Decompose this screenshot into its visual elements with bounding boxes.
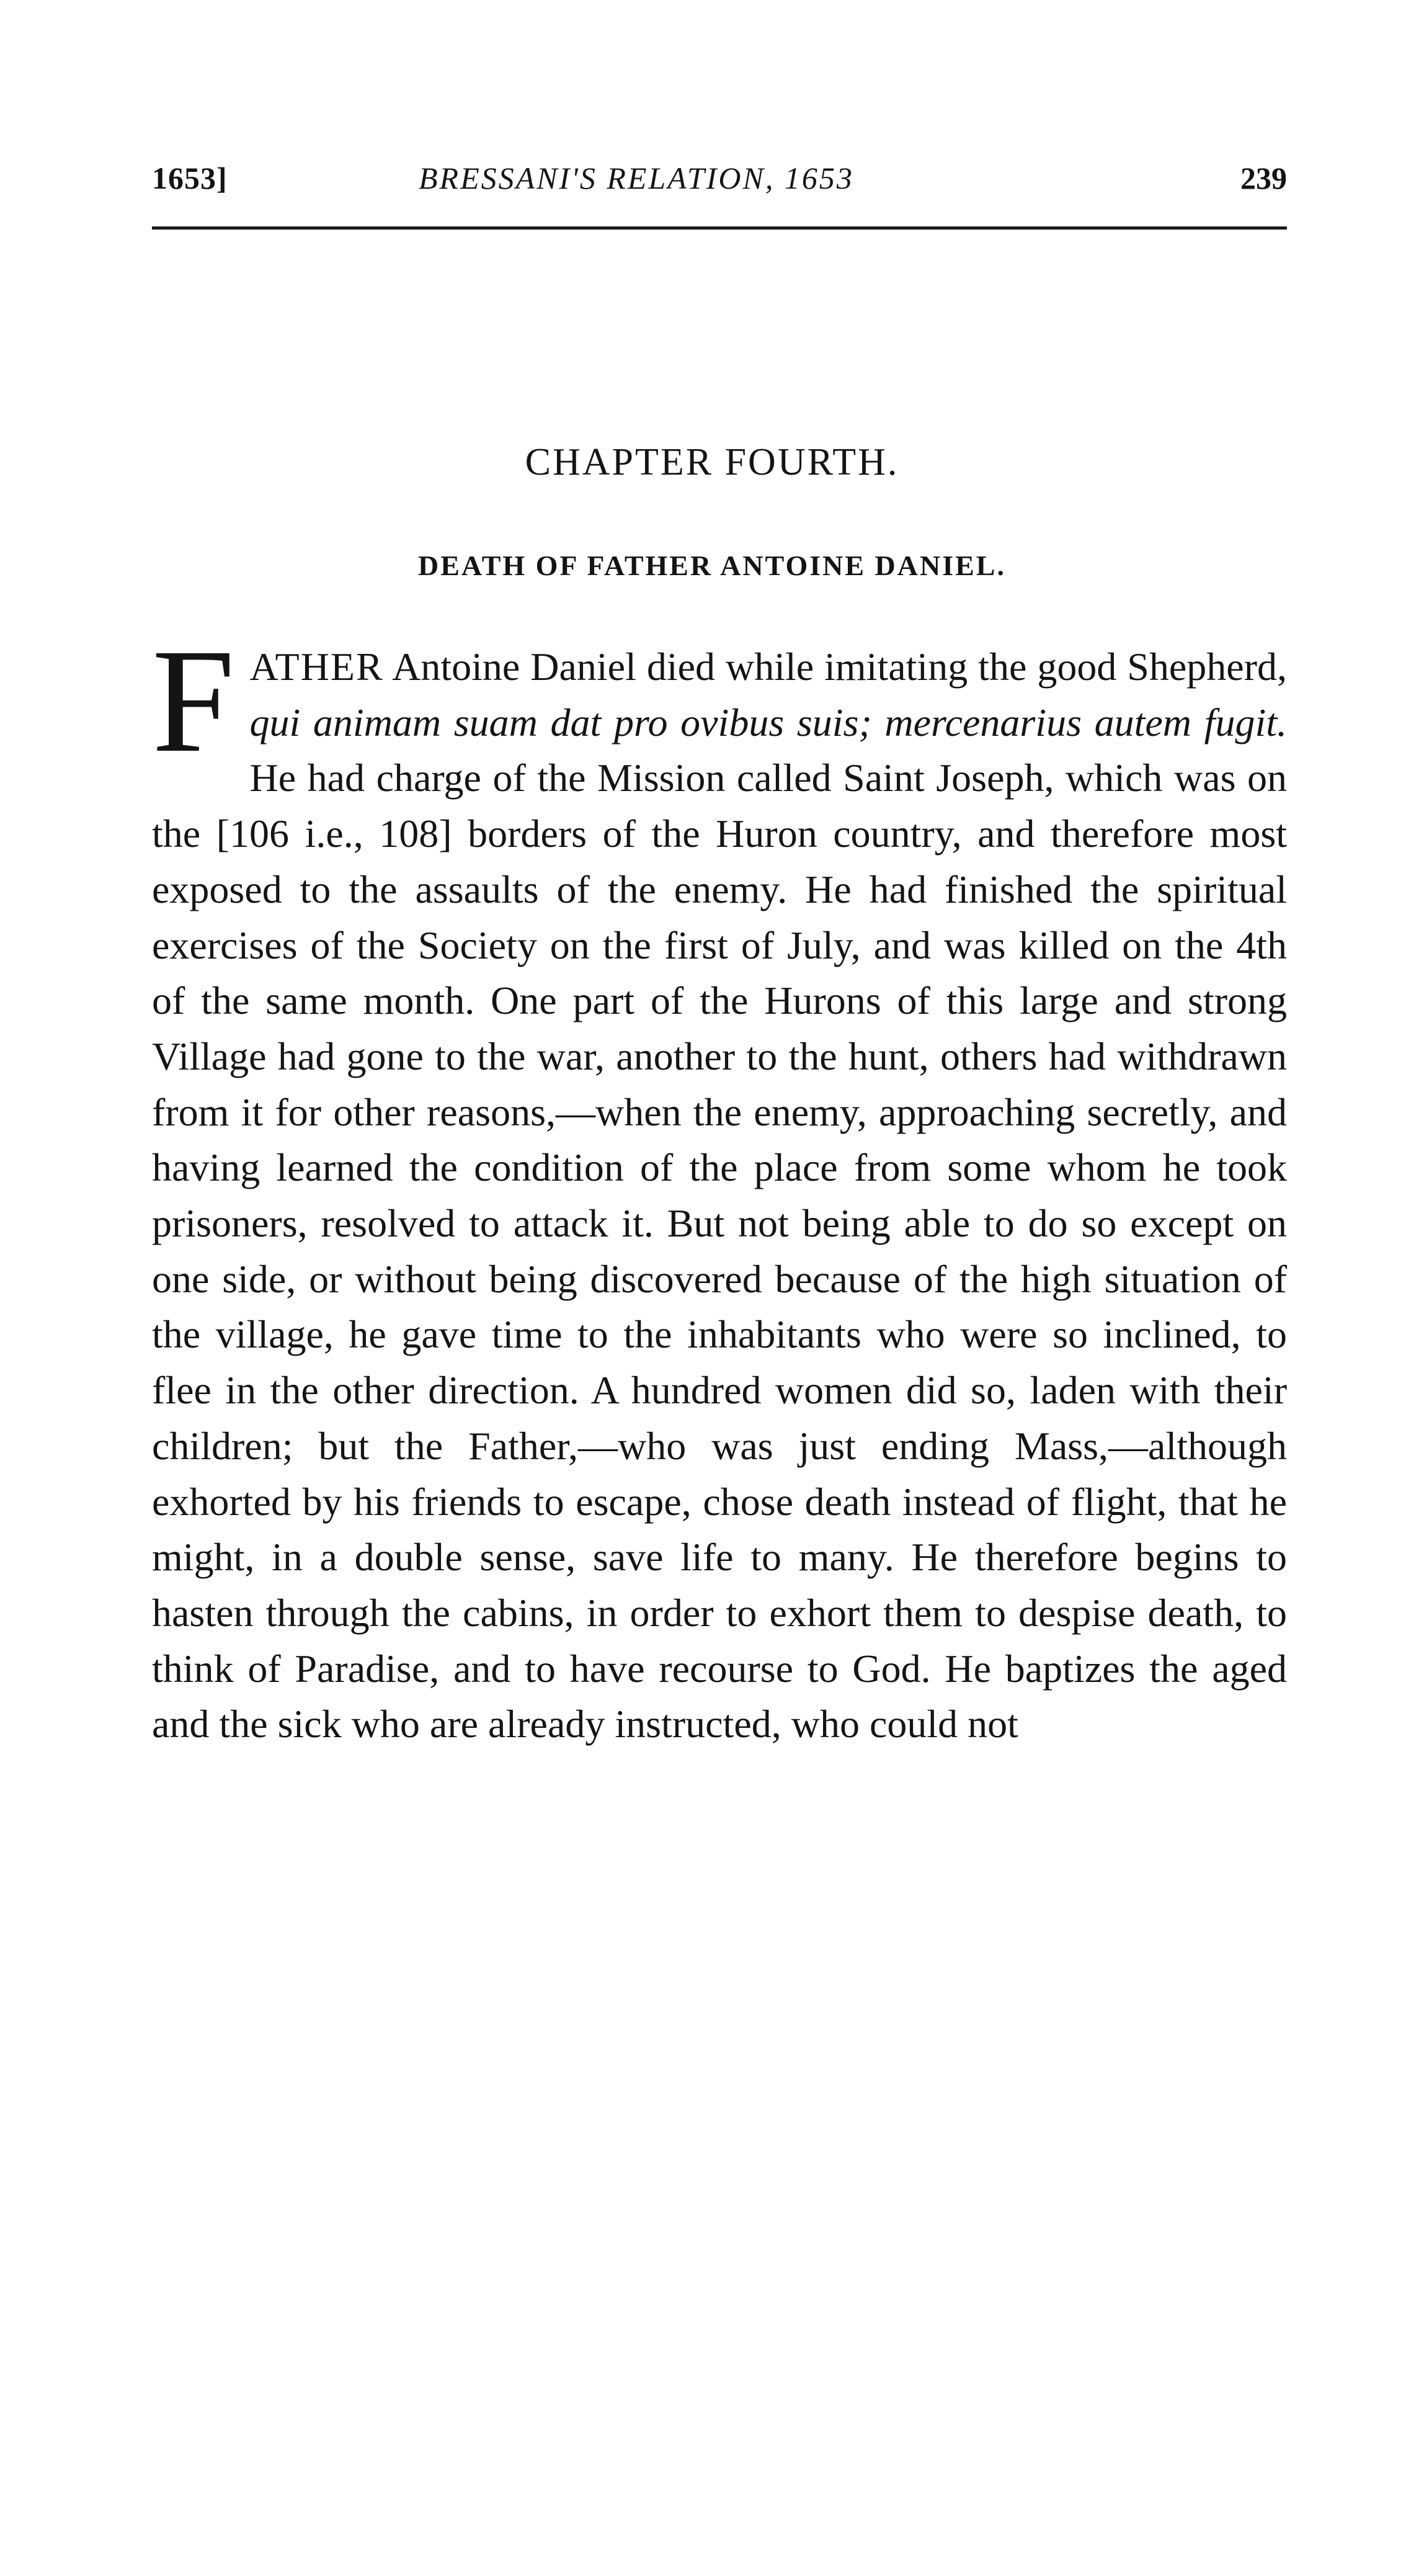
running-header	[152, 160, 1287, 210]
header-year: 1653]	[152, 161, 228, 195]
page-number: 239	[1240, 161, 1287, 195]
body-paragraph	[152, 618, 1287, 1752]
body-text-part-2: He had charge of the Mission called Saint Joseph, which was on the [106 i.e., 108] borders of the Huron country, and therefore most exposed to the assaults of the enemy. He had finished the spiritual exercises of the Society on the first of July, and was killed on the 4th of the same month. One part of the Hurons of this large and strong Village had gone to the war, another to the hunt, others had withdrawn from it for other reasons,—when the enemy, approaching secretly, and having learned the condition of the place from some whom he took prisoners, resolved to attack it. But not being able to do so except on one side, or without being discovered because of the high situation of the village, he gave time to the inhabitants who were so inclined, to flee in the other direction. A hundred women did so, laden with their children; but the Father,—who was just ending Mass,—although exhorted by his friends to escape, chose death instead of flight, that he might, in a double sense, save life to many. He therefore begins to hasten through the cabins, in order to exhort them to despise death, to think of Paradise, and to have recourse to God. He baptizes the aged and the sick who are already instructed, who could not	[152, 756, 1287, 1746]
chapter-title: CHAPTER FOURTH.	[525, 441, 899, 483]
body-text-part-1: Antoine Daniel died while imitating the good Shepherd,	[383, 645, 1287, 689]
header-running-title: BRESSANI'S RELATION, 1653	[419, 161, 854, 195]
drop-cap: F	[152, 618, 235, 783]
header-rule	[152, 226, 1287, 230]
chapter-subtitle: DEATH OF FATHER ANTOINE DANIEL.	[418, 550, 1006, 581]
lead-word: ATHER	[249, 645, 384, 689]
latin-quotation: qui animam suam dat pro ovibus suis; mercenarius autem fugit.	[249, 700, 1287, 745]
